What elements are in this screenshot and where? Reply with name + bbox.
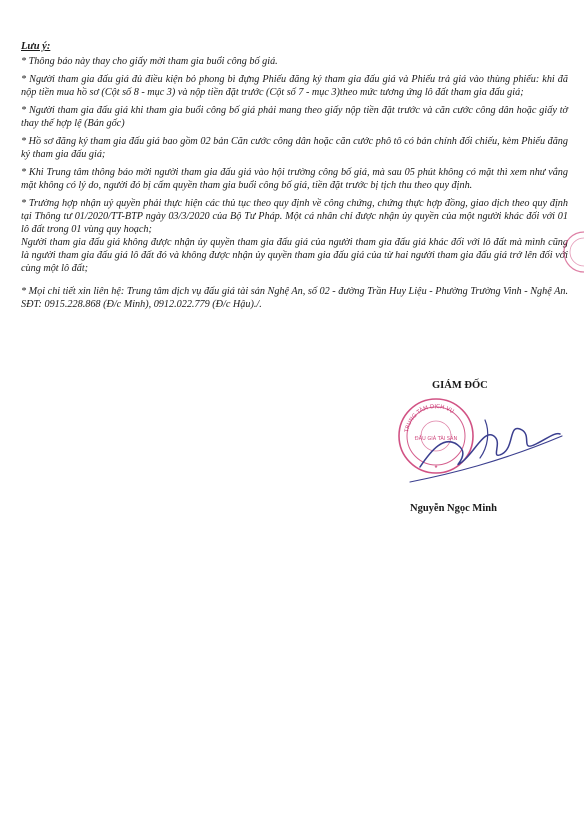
signer-title: GIÁM ĐỐC: [432, 380, 488, 391]
svg-text:TRUNG TÂM DỊCH VỤ: TRUNG TÂM DỊCH VỤ: [404, 403, 455, 433]
signer-name: Nguyễn Ngọc Minh: [410, 503, 497, 514]
note-paragraph: * Người tham gia đấu giá khi tham gia buổi công bố giá phải mang theo giấy nộp tiền đặt trước và căn cước công dân hoặc giấy tờ thay thế hợp lệ (Bản gốc): [21, 105, 568, 129]
svg-text:★: ★: [433, 465, 439, 470]
note-paragraph: * Khi Trung tâm thông báo mời người tham gia đấu giá vào hội trường công bố giá, mà sau 05 phút không có mặt thì xem như vắng mặt không có lý do, người đó bị cấm quyền tham gia buổi công bố giá, tiền đặt trước bị tịch thu theo quy định.: [21, 167, 568, 191]
svg-text:ĐẤU GIÁ TÀI SẢN: ĐẤU GIÁ TÀI SẢN: [414, 436, 458, 442]
note-paragraph: * Trường hợp nhận uỷ quyền phải thực hiện các thủ tục theo quy định về công chứng, chứng thực hợp đồng, giao dịch theo quy định tại Thông tư 01/2020/TT-BTP ngày 03/3/2020 của Bộ Tư Pháp. Một cá nhân chỉ được nhận ủy quyền của một người khác đối với 01 lô đất trong 01 vùng quy hoạch;: [21, 198, 568, 235]
notes-section: [21, 40, 568, 318]
note-paragraph: * Hồ sơ đăng ký tham gia đấu giá bao gồm 02 bản Căn cước công dân hoặc căn cước phô tô có bản chính đối chiếu, kèm Phiếu đăng ký tham gia đấu giá;: [21, 136, 568, 160]
signature-block: [390, 378, 580, 528]
note-paragraph: Người tham gia đấu giá không được nhận ủy quyền tham gia đấu giá của người tham gia đấu giá khác đối với lô đất mà mình cũng là người tham gia đấu giá lô đất đó và không được nhận ủy quyền tham gia đấu giá của từ hai người tham gia đấu giá trở lên đối với cùng một lô đất;: [21, 237, 568, 274]
notes-heading: Lưu ý:: [21, 41, 51, 52]
note-paragraph: * Người tham gia đấu giá đủ điều kiện bỏ phong bì đựng Phiếu đăng ký tham gia đấu giá và Phiếu trả giá vào thùng phiếu: khi đã nộp tiền mua hồ sơ (Cột số 8 - mục 3) và nộp tiền đặt trước (Cột số 7 - mục 3)theo mức tương ứng lô đất tham gia đấu giá;: [21, 74, 568, 98]
note-paragraph: * Mọi chi tiết xin liên hệ: Trung tâm dịch vụ đấu giá tài sản Nghệ An, số 02 - đường Trần Huy Liệu - Phường Trường Vinh - Nghệ An. SĐT: 0915.228.868 (Đ/c Minh), 0912.022.779 (Đ/c Hậu)./.: [21, 286, 568, 310]
handwritten-signature: [390, 392, 565, 502]
edge-stamp-fragment: [562, 230, 584, 274]
note-paragraph: * Thông báo này thay cho giấy mời tham gia buổi công bố giá.: [21, 56, 278, 67]
